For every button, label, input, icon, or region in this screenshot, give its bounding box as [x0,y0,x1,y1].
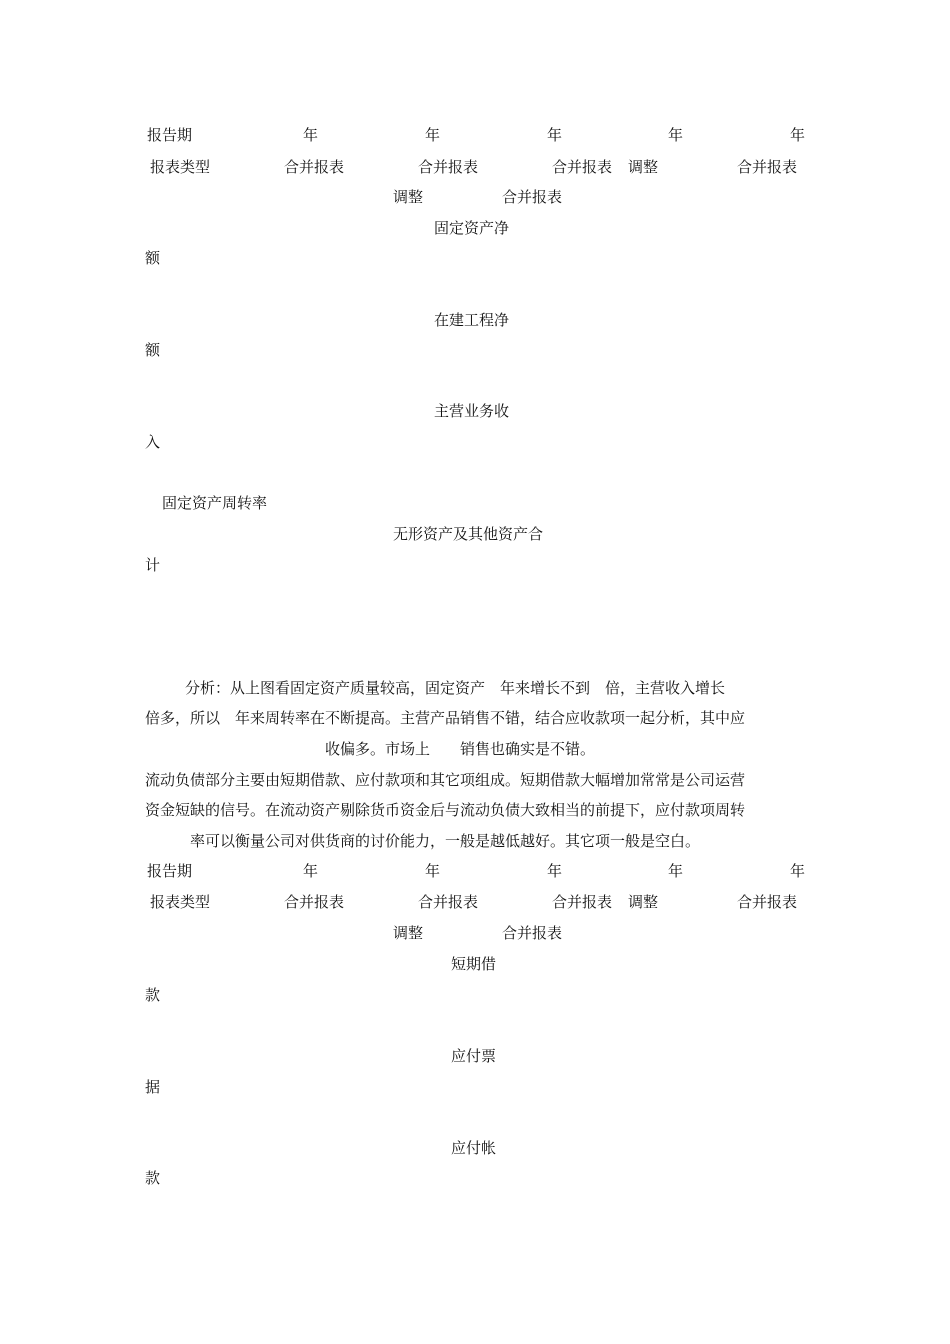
type-adjusted-1: 调整 [628,158,659,176]
type-consolidated-2: 合并报表 [418,158,479,176]
report-type-label: 报表类型 [150,893,211,911]
type-consolidated-1: 合并报表 [284,158,345,176]
row-short-loan-label-wrap: 款 [145,986,161,1004]
year-header-1: 年 [303,126,319,144]
row-intangible-label: 无形资产及其他资产合 [393,525,544,543]
row-turnover-label: 固定资产周转率 [162,494,268,512]
row-cip-label-wrap: 额 [145,341,161,359]
row-notes-payable-label-wrap: 据 [145,1078,161,1096]
year-header-5: 年 [790,126,806,144]
type-consolidated-3: 合并报表 [552,158,613,176]
type-consolidated-2: 合并报表 [418,893,479,911]
type-consolidated-1: 合并报表 [284,893,345,911]
period-label: 报告期 [147,126,193,144]
year-header-3: 年 [547,126,563,144]
row-accounts-payable-label: 应付帐 [451,1139,497,1157]
analysis-line-3: 收偏多。市场上 销售也确实是不错。 [325,740,596,758]
row-short-loan-label: 短期借 [451,955,497,973]
row-intangible-label-wrap: 计 [145,556,161,574]
liabilities-line-3: 率可以衡量公司对供货商的讨价能力，一般是越低越好。其它项一般是空白。 [190,832,701,850]
liabilities-line-2: 资金短缺的信号。在流动资产剔除货币资金后与流动负债大致相当的前提下，应付款项周转 [145,801,746,819]
type-adjusted-1: 调整 [628,893,659,911]
type-consolidated-5: 合并报表 [502,188,563,206]
type-consolidated-5: 合并报表 [502,924,563,942]
period-label: 报告期 [147,862,193,880]
liabilities-line-1: 流动负债部分主要由短期借款、应付款项和其它项组成。短期借款大幅增加常常是公司运营 [145,771,746,789]
row-fixed-assets-label: 固定资产净 [434,219,510,237]
row-fixed-assets-label-wrap: 额 [145,249,161,267]
year-header-2: 年 [425,126,441,144]
analysis-line-2: 倍多，所以 年来周转率在不断提高。主营产品销售不错，结合应收款项一起分析，其中应 [145,709,746,727]
year-header-5: 年 [790,862,806,880]
row-revenue-label-wrap: 入 [145,433,161,451]
year-header-4: 年 [668,862,684,880]
type-consolidated-4: 合并报表 [737,158,798,176]
year-header-4: 年 [668,126,684,144]
type-adjusted-2: 调整 [393,924,424,942]
row-revenue-label: 主营业务收 [434,402,510,420]
year-header-3: 年 [547,862,563,880]
year-header-2: 年 [425,862,441,880]
type-consolidated-3: 合并报表 [552,893,613,911]
year-header-1: 年 [303,862,319,880]
row-cip-label: 在建工程净 [434,311,510,329]
row-accounts-payable-label-wrap: 款 [145,1169,161,1187]
row-notes-payable-label: 应付票 [451,1047,497,1065]
type-consolidated-4: 合并报表 [737,893,798,911]
type-adjusted-2: 调整 [393,188,424,206]
report-type-label: 报表类型 [150,158,211,176]
analysis-line-1: 分析：从上图看固定资产质量较高，固定资产 年来增长不到 倍，主营收入增长 [185,679,726,697]
